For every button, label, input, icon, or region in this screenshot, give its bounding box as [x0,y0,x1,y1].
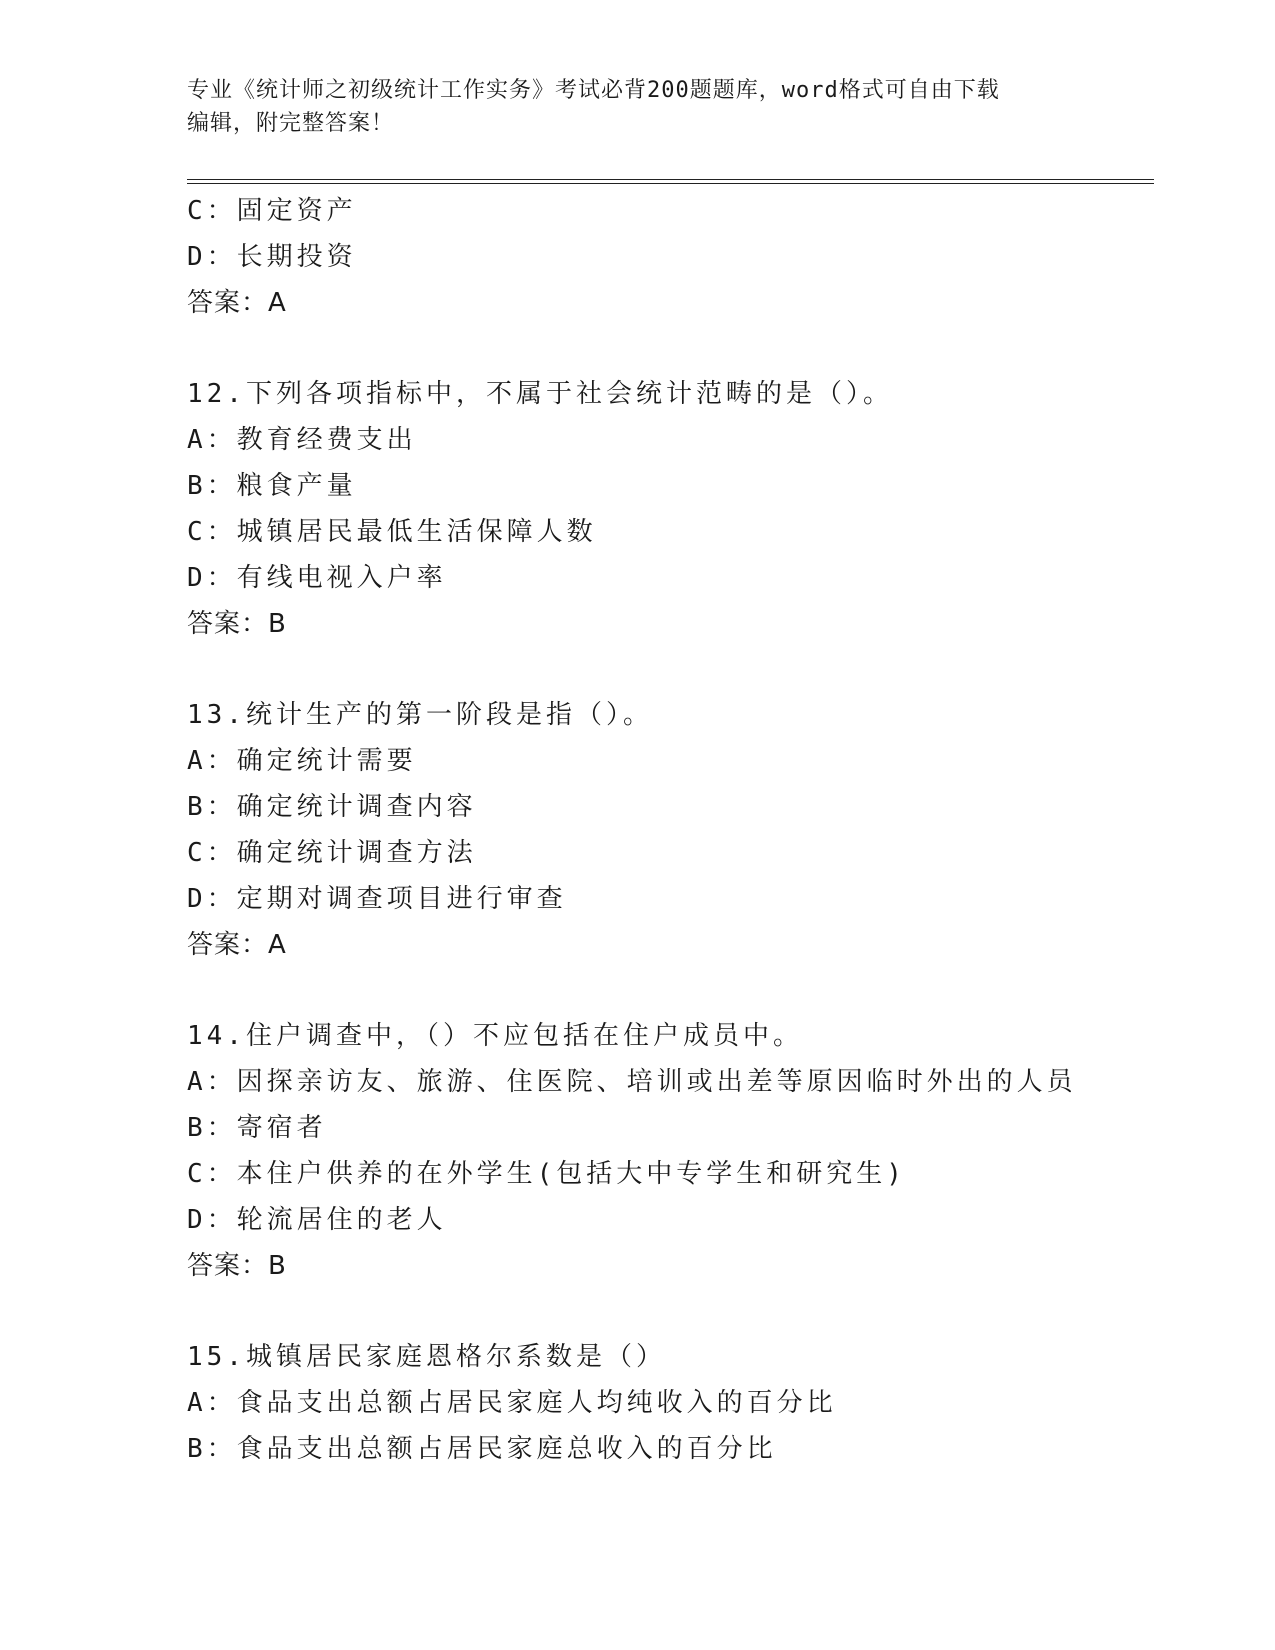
option-b: B：确定统计调查内容 [187,792,477,822]
question-stem: 14.住户调查中，（）不应包括在住户成员中。 [187,1021,803,1051]
answer-line: 答案：A [187,288,287,318]
question-block-15 [187,1334,1147,1472]
option-c: C：本住户供养的在外学生(包括大中专学生和研究生) [187,1159,906,1189]
option-a: A：因探亲访友、旅游、住医院、培训或出差等原因临时外出的人员 [187,1067,1077,1097]
answer-line: 答案：B [187,609,287,639]
answer-line: 答案：A [187,930,287,960]
block-spacer [187,968,1147,1013]
option-c: C：城镇居民最低生活保障人数 [187,517,597,547]
option-d: D：轮流居住的老人 [187,1205,447,1235]
question-stem: 15.城镇居民家庭恩格尔系数是（） [187,1342,666,1372]
question-stem: 13.统计生产的第一阶段是指（）。 [187,700,653,730]
option-b: B：粮食产量 [187,471,357,501]
option-d: D：有线电视入户率 [187,563,447,593]
header-divider [187,179,1154,184]
option-a: A：教育经费支出 [187,425,417,455]
question-block-13 [187,692,1147,968]
block-spacer [187,1289,1147,1334]
header-title-line-2: 编辑，附完整答案！ [187,111,395,136]
question-list [187,188,1147,1472]
option-d: D：长期投资 [187,242,357,272]
question-stem: 12.下列各项指标中，不属于社会统计范畴的是（）。 [187,379,893,409]
option-b: B：寄宿者 [187,1113,327,1143]
option-c: C：固定资产 [187,196,357,226]
question-block-12 [187,371,1147,647]
block-spacer [187,326,1147,371]
option-d: D：定期对调查项目进行审查 [187,884,567,914]
option-c: C：确定统计调查方法 [187,838,477,868]
header-title-line-1: 专业《统计师之初级统计工作实务》考试必背200题题库，word格式可自由下载 [187,78,1000,103]
option-a: A：确定统计需要 [187,746,417,776]
question-block-11 [187,188,1147,326]
answer-line: 答案：B [187,1251,287,1281]
option-b: B：食品支出总额占居民家庭总收入的百分比 [187,1434,777,1464]
block-spacer [187,647,1147,692]
question-block-14 [187,1013,1147,1289]
document-header [187,74,1087,140]
option-a: A：食品支出总额占居民家庭人均纯收入的百分比 [187,1388,837,1418]
